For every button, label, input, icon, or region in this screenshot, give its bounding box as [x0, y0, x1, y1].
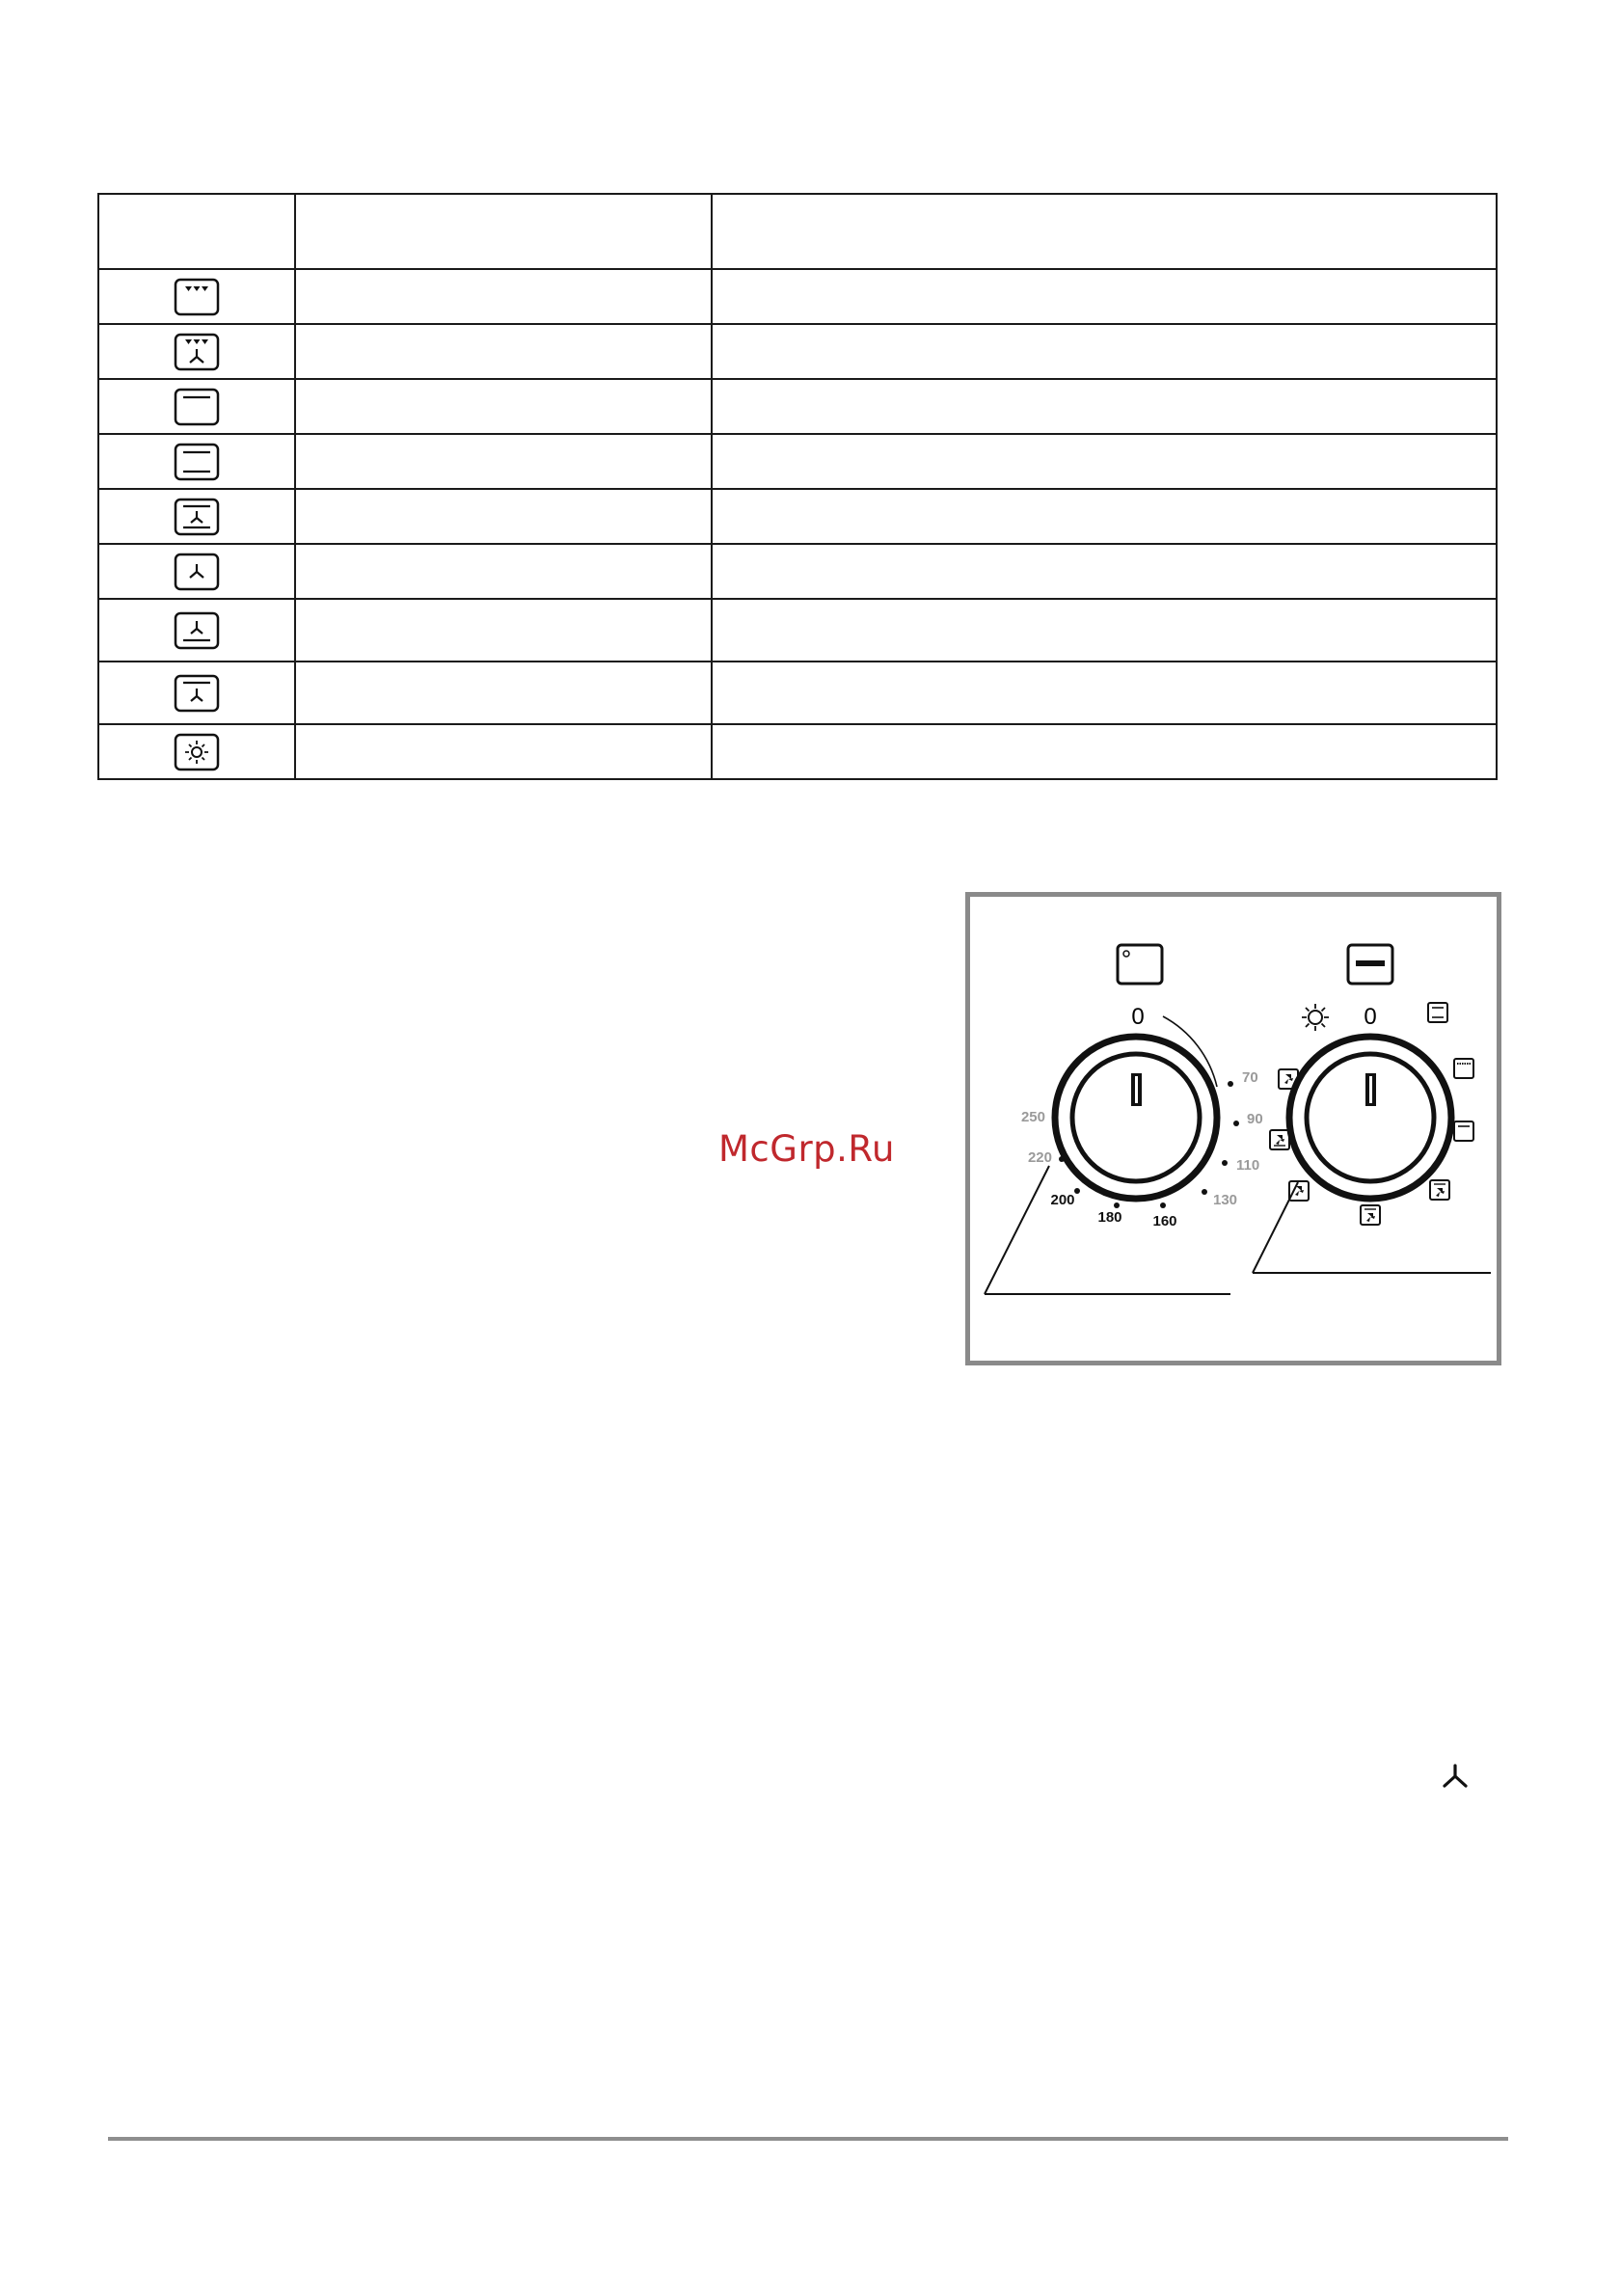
table-row: [98, 544, 1497, 599]
thermostat-scale-label: 110: [1236, 1157, 1260, 1174]
control-panel-drawing: [970, 897, 1497, 1361]
table-row: [98, 269, 1497, 324]
thermostat-knob[interactable]: [985, 945, 1263, 1294]
thermostat-scale-label: 180: [1097, 1209, 1122, 1226]
table-header-row: [98, 194, 1497, 269]
function-selector-knob[interactable]: [1253, 945, 1491, 1273]
table-row: [98, 324, 1497, 379]
thermostat-pointer-highlight: [1135, 1076, 1138, 1103]
thermostat-scale-dot: [1059, 1156, 1065, 1162]
description-cell: [712, 269, 1497, 324]
selector-pointer-highlight: [1369, 1076, 1372, 1103]
fan-grill-icon: [1270, 1130, 1289, 1149]
description-cell: [712, 544, 1497, 599]
table-row: [98, 379, 1497, 434]
thermostat-scale-dot: [1228, 1081, 1233, 1087]
symbol-cell: [98, 724, 295, 779]
fan-icon: [1361, 1205, 1380, 1225]
description-cell: [712, 489, 1497, 544]
function-name-cell: [295, 724, 712, 779]
selector-inner-ring: [1307, 1054, 1434, 1181]
top-heat-fan-icon: [173, 674, 221, 713]
top-heat-icon: [1454, 1121, 1473, 1141]
table-row: [98, 434, 1497, 489]
thermostat-light-dot: [1123, 951, 1129, 957]
symbol-cell: [98, 544, 295, 599]
thermostat-scale-label: 130: [1213, 1192, 1238, 1208]
symbol-cell: [98, 662, 295, 724]
thermostat-scale-label: 200: [1050, 1192, 1075, 1208]
function-name-cell: [295, 544, 712, 599]
thermostat-scale-label: 160: [1152, 1213, 1177, 1229]
thermostat-scale-label: 70: [1242, 1069, 1258, 1086]
oven-functions-table: [97, 193, 1498, 780]
thermostat-scale-dot: [1233, 1121, 1239, 1126]
bottom-heat-fan-icon: [1289, 1181, 1309, 1201]
thermostat-scale-dot: [1052, 1115, 1058, 1121]
fan-icon: [1441, 1763, 1470, 1790]
table-row: [98, 489, 1497, 544]
fan-bottom-heat-icon: [173, 498, 221, 536]
function-name-cell: [295, 269, 712, 324]
function-name-cell: [295, 599, 712, 662]
watermark-text: McGrp.Ru: [718, 1128, 895, 1170]
header-function-cell: [295, 194, 712, 269]
description-cell: [712, 724, 1497, 779]
selector-zero-label: 0: [1364, 1004, 1377, 1030]
description-cell: [712, 434, 1497, 489]
table-row: [98, 724, 1497, 779]
thermostat-inner-ring: [1072, 1054, 1200, 1181]
symbol-cell: [98, 434, 295, 489]
symbol-cell: [98, 379, 295, 434]
header-symbol-cell: [98, 194, 295, 269]
selector-leader-diagonal: [1253, 1182, 1298, 1273]
function-name-cell: [295, 489, 712, 544]
symbol-cell: [98, 599, 295, 662]
function-name-cell: [295, 434, 712, 489]
thermostat-outer-ring: [1055, 1037, 1217, 1199]
table-row: [98, 599, 1497, 662]
oven-light-icon: [1302, 1004, 1329, 1031]
thermostat-scale-label: 250: [1020, 1109, 1045, 1125]
thermostat-leader-diagonal: [985, 1166, 1049, 1294]
thermostat-scale-label: 220: [1027, 1149, 1052, 1166]
grill-icon: [1454, 1059, 1473, 1078]
bottom-heat-fan-icon: [173, 611, 221, 650]
symbol-cell: [98, 324, 295, 379]
description-cell: [712, 324, 1497, 379]
thermostat-scale-dot: [1202, 1189, 1207, 1195]
thermostat-scale-dot: [1074, 1188, 1080, 1194]
thermostat-scale-label: 90: [1247, 1111, 1263, 1127]
description-cell: [712, 662, 1497, 724]
top-heat-icon: [173, 388, 221, 426]
thermostat-scale-dot: [1160, 1202, 1166, 1208]
symbol-cell: [98, 489, 295, 544]
header-description-cell: [712, 194, 1497, 269]
description-cell: [712, 599, 1497, 662]
oven-light-icon: [173, 733, 221, 771]
conventional-heat-icon: [1428, 1003, 1447, 1022]
table-row: [98, 662, 1497, 724]
function-name-cell: [295, 379, 712, 434]
oven-control-panel: [965, 892, 1501, 1365]
thermostat-scale-dot: [1222, 1160, 1228, 1166]
fan-bottom-heat-icon: [1430, 1180, 1449, 1200]
function-name-cell: [295, 324, 712, 379]
thermostat-scale-dot: [1114, 1202, 1120, 1208]
description-cell: [712, 379, 1497, 434]
selector-outer-ring: [1289, 1037, 1451, 1199]
thermostat-zero-label: 0: [1131, 1004, 1145, 1030]
function-name-cell: [295, 662, 712, 724]
fan-icon: [173, 553, 221, 591]
conventional-heat-icon: [173, 443, 221, 481]
power-light-bar: [1356, 960, 1385, 966]
fan-grill-icon: [173, 333, 221, 371]
grill-icon: [173, 278, 221, 316]
footer-divider: [108, 2137, 1508, 2141]
symbol-cell: [98, 269, 295, 324]
